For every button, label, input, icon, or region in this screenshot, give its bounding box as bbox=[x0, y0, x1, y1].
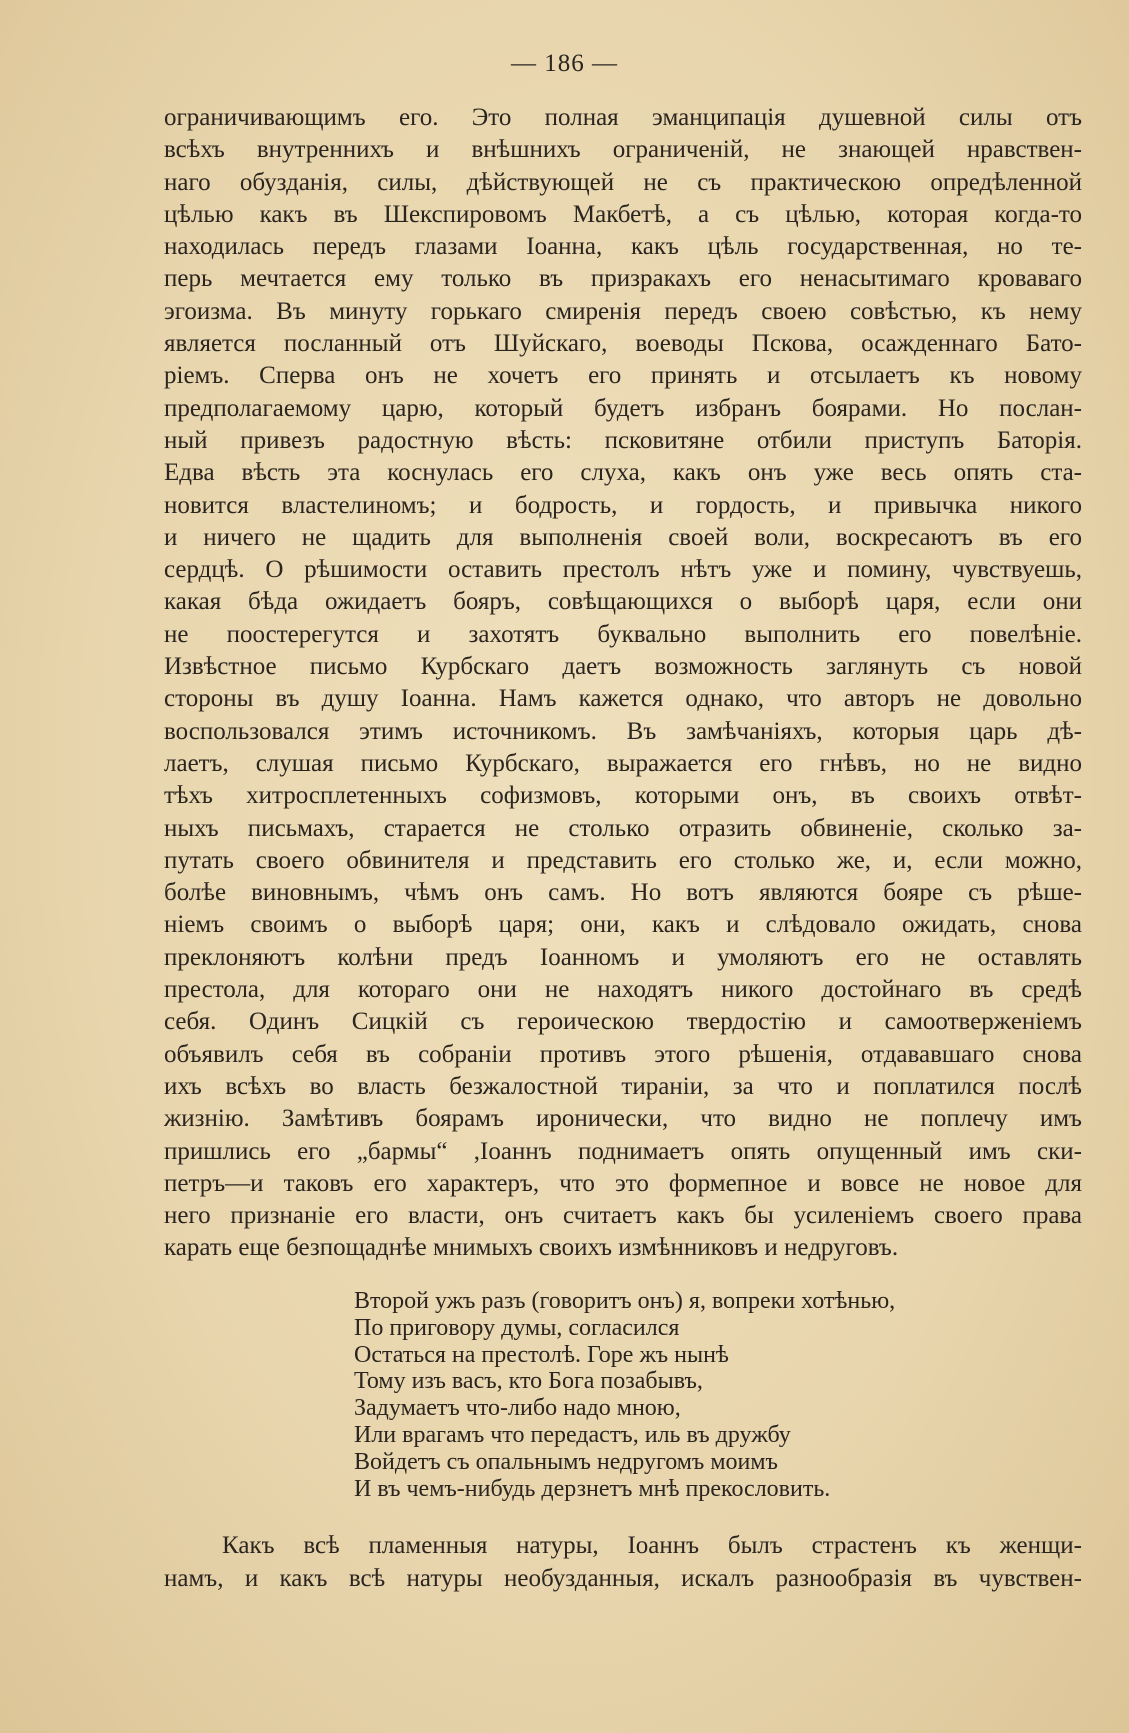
text-line: перь мечтается ему только въ призракахъ его ненасытимаго кроваваго bbox=[164, 265, 1082, 293]
verse-line: По приговору думы, согласился bbox=[354, 1314, 680, 1341]
text-line: эгоизма. Въ минуту горькаго смиренія передъ своею совѣстью, къ нему bbox=[164, 297, 1082, 325]
text-line: карать еще безпощаднѣе мнимыхъ своихъ измѣнниковъ и недруговъ. bbox=[164, 1234, 899, 1262]
verse-line: Задумаетъ что-либо надо мною, bbox=[354, 1395, 681, 1422]
text-line: преклоняютъ колѣни предъ Іоанномъ и умоляютъ его не оставлять bbox=[164, 943, 1082, 971]
text-line: является посланный отъ Шуйскаго, воеводы Пскова, осажденнаго Бато- bbox=[164, 330, 1082, 358]
text-line: петръ—и таковъ его характеръ, что это формепное и вовсе не новое для bbox=[164, 1169, 1082, 1197]
verse-quote bbox=[354, 1288, 1054, 1502]
text-line: сердцѣ. О рѣшимости оставить престолъ нѣтъ уже и помину, чувствуешь, bbox=[164, 556, 1082, 584]
text-line: всѣхъ внутреннихъ и внѣшнихъ ограниченій, не знающей нравствен- bbox=[164, 136, 1082, 164]
page-number: — 186 — bbox=[511, 50, 618, 77]
text-line: лаетъ, слушая письмо Курбскаго, выражается его гнѣвъ, но не видно bbox=[164, 749, 1082, 777]
text-line: не поостерегутся и захотятъ буквально выполнить его повелѣніе. bbox=[164, 620, 1082, 648]
verse-line: Второй ужъ разъ (говоритъ онъ) я, вопреки хотѣнью, bbox=[354, 1288, 896, 1314]
text-line: пришлись его „бармы“ ,Іоаннъ поднимаетъ опять опущенный имъ ски- bbox=[164, 1137, 1082, 1165]
text-line: наго обузданія, силы, дѣйствующей не съ практическою опредѣленной bbox=[164, 168, 1082, 196]
text-line: ніемъ своимъ о выборѣ царя; они, какъ и слѣдовало ожидать, снова bbox=[164, 911, 1082, 939]
text-line: Извѣстное письмо Курбскаго даетъ возможность заглянуть съ новой bbox=[164, 653, 1082, 681]
text-line: стороны въ душу Іоанна. Намъ кажется однако, что авторъ не довольно bbox=[164, 685, 1082, 713]
text-line: новится властелиномъ; и бодрость, и гордость, и привычка никого bbox=[164, 491, 1082, 519]
verse-line: Или врагамъ что передастъ, иль въ дружбу bbox=[354, 1421, 791, 1448]
text-line: находилась передъ глазами Іоанна, какъ цѣль государственная, но те- bbox=[164, 233, 1082, 261]
text-line: него признаніе его власти, онъ считаетъ какъ бы усиленіемъ своего права bbox=[164, 1202, 1082, 1230]
main-paragraph bbox=[164, 102, 1082, 1265]
text-line: объявилъ себя въ собраніи противъ этого рѣшенія, отдававшаго снова bbox=[164, 1040, 1082, 1068]
text-line: ный привезъ радостную вѣсть: псковитяне отбили приступъ Баторія. bbox=[164, 426, 1082, 454]
final-paragraph bbox=[164, 1530, 1082, 1595]
text-line: предполагаемому царю, который будетъ избранъ боярами. Но послан- bbox=[164, 394, 1082, 422]
text-line: ныхъ письмахъ, старается не столько отразить обвиненіе, сколько за- bbox=[164, 814, 1082, 842]
text-line: и ничего не щадить для выполненія своей воли, воскресаютъ въ его bbox=[164, 523, 1082, 551]
verse-line: Войдетъ съ опальнымъ недругомъ моимъ bbox=[354, 1448, 778, 1475]
text-line: намъ, и какъ всѣ натуры необузданныя, искалъ разнообразія въ чувствен- bbox=[164, 1564, 1082, 1592]
verse-line: Тому изъ васъ, кто Бога позабывъ, bbox=[354, 1368, 703, 1395]
text-line: путать своего обвинителя и представить его столько же, и, если можно, bbox=[164, 846, 1082, 874]
text-line: тѣхъ хитросплетенныхъ софизмовъ, которыми онъ, въ своихъ отвѣт- bbox=[164, 782, 1082, 810]
text-line: ихъ всѣхъ во власть безжалостной тираніи, за что и поплатился послѣ bbox=[164, 1072, 1082, 1100]
text-line: Какъ всѣ пламенныя натуры, Іоаннъ былъ страстенъ къ женщи- bbox=[222, 1532, 1082, 1559]
text-line: Едва вѣсть эта коснулась его слуха, какъ онъ уже весь опять ста- bbox=[164, 459, 1082, 487]
verse-line: Остаться на престолѣ. Горе жъ нынѣ bbox=[354, 1341, 729, 1368]
text-line: ограничивающимъ его. Это полная эманципація душевной силы отъ bbox=[164, 104, 1082, 131]
verse-line: И въ чемъ-нибудь дерзнетъ мнѣ прекословить. bbox=[354, 1475, 831, 1502]
text-line: какая бѣда ожидаетъ бояръ, совѣщающихся о выборѣ царя, если они bbox=[164, 588, 1082, 616]
text-line: воспользовался этимъ источникомъ. Въ замѣчаніяхъ, которыя царь дѣ- bbox=[164, 717, 1082, 745]
text-line: болѣе виновнымъ, чѣмъ онъ самъ. Но вотъ являются бояре съ рѣше- bbox=[164, 879, 1082, 907]
text-line: себя. Одинъ Сицкій съ героическою твердостію и самоотверженіемъ bbox=[164, 1008, 1082, 1036]
text-line: ріемъ. Сперва онъ не хочетъ его принять и отсылаетъ къ новому bbox=[164, 362, 1082, 390]
text-line: цѣлью какъ въ Шекспировомъ Макбетѣ, а съ цѣлью, которая когда-то bbox=[164, 200, 1082, 228]
text-line: жизнію. Замѣтивъ боярамъ иронически, что видно не поплечу имъ bbox=[164, 1105, 1082, 1133]
text-line: престола, для котораго они не находятъ никого достойнаго въ средѣ bbox=[164, 976, 1082, 1004]
